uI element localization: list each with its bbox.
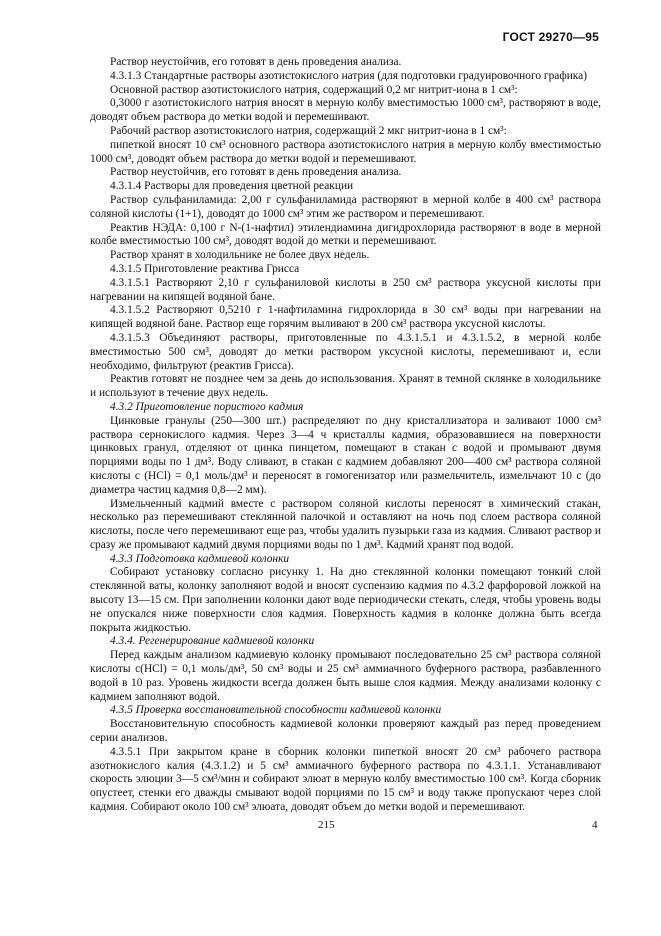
section-heading: 4.3.4. Регенерирование кадмиевой колонки <box>110 635 315 648</box>
paragraph: Раствор неустойчив, его готовят в день проведения анализа. <box>110 56 402 68</box>
paragraph: 4.3.1.3 Стандартные растворы азотистокислого натрия (для подготовки градуировочного графика) <box>110 69 588 82</box>
paragraph: Рабочий раствор азотистокислого натрия, содержащий 2 мкг нитрит-иона в 1 см³: <box>110 124 507 137</box>
paragraph: Раствор неустойчив, его готовят в день проведения анализа. <box>110 166 402 179</box>
paragraph: Реактив НЭДА: 0,100 г N-(1-нафтил) этилендиамина дигидрохлорида растворяют в воде в мерной колбе вместимостью 100 см³, доводят водой до метки и перемешивают. <box>90 221 601 248</box>
section-heading: 4.3.5 Проверка восстановительной способности кадмиевой колонки <box>110 704 442 717</box>
paragraph: Перед каждым анализом кадмиевую колонку промывают последовательно 25 см³ раствора соляной кислоты c(HCl) = 0,1 моль/дм³, 50 см³ воды и 25 см³ аммиачного буферного раствора, разбавленного водой в 10 раз. Уровень жидкости всегда должен быть выше слоя кадмия. Между анализами колонку с кадмием заполняют водой. <box>90 649 601 703</box>
document-body <box>90 56 601 815</box>
paragraph: 4.3.1.5.2 Растворяют 0,5210 г 1-нафтиламина гидрохлорида в 30 см³ воды при нагревании на кипящей водяной бане. Раствор еще горячим выливают в 200 см³ раствора уксусной кислоты. <box>90 304 601 331</box>
standard-header: ГОСТ 29270—95 <box>502 30 599 44</box>
paragraph: Основной раствор азотистокислого натрия, содержащий 0,2 мг нитрит-иона в 1 см³: <box>110 83 518 96</box>
paragraph: пипеткой вносят 10 см³ основного раствора азотистокислого натрия в мерную колбу вместимостью 1000 см³, доводят объем раствора до метки водой и перемешивают. <box>90 138 601 165</box>
section-heading: 4.3.2 Приготовление пористого кадмия <box>110 400 304 413</box>
paragraph: Цинковые гранулы (250—300 шт.) распределяют по дну кристаллизатора и заливают 1000 см³ раствора сернокислого кадмия. Через 3—4 ч кристаллы кадмия, образовавшиеся на поверхности цинковых гранул, отделяют от цинка пинцетом, помещают в стакан с водой и промывают двумя порциями воды по 1 дм³. Воду сливают, в стакан с кадмием добавляют 200—400 см³ раствора соляной кислоты c (HCl) = 0,1 моль/дм³ и переносят в гомогенизатор или размельчитель, измельчают 10 с (до диаметра частиц кадмия 0,8—2 мм). <box>90 414 601 496</box>
paragraph: Реактив готовят не позднее чем за день до использования. Хранят в темной склянке в холодильнике и используют в течение двух недель. <box>90 373 601 400</box>
sheet-number: 4 <box>592 819 598 831</box>
paragraph: Раствор хранят в холодильнике не более двух недель. <box>110 249 370 262</box>
paragraph: 4.3.5.1 При закрытом кране в сборник колонки пипеткой вносят 20 см³ рабочего раствора азотнокислого калия (4.3.1.2) и 5 см³ аммиачного буферного раствора по 4.3.1.1. Устанавливают скорость элюции 3—5 см³/мин и собирают элюат в мерную колбу вместимостью 100 см³. Когда сборник опустеет, стенки его дважды смывают водой порциями по 15 см³ и воду также пропускают через слой кадмия. Собирают около 100 см³ элюата, доводят объем до метки водой и перемешивают. <box>90 745 601 814</box>
section-heading: 4.3.1.4 Растворы для проведения цветной реакции <box>110 180 354 193</box>
section-heading: 4.3.1.5 Приготовление реактива Грисса <box>110 262 300 275</box>
section-heading: 4.3.3 Подготовка кадмиевой колонки <box>110 552 290 565</box>
paragraph: 4.3.1.5.3 Объединяют растворы, приготовленные по 4.3.1.5.1 и 4.3.1.5.2, в мерной колбе вместимостью 500 см³, доводят до метки раствором уксусной кислоты, перемешивают и, если необходимо, фильтруют (реактив Грисса). <box>90 331 601 372</box>
page-number: 215 <box>318 819 335 831</box>
paragraph: Собирают установку согласно рисунку 1. На дно стеклянной колонки помещают тонкий слой стеклянной ваты, колонку заполняют водой и вносят суспензию кадмия по 4.3.2 фарфоровой ложкой на высоту 13—15 см. При заполнении колонки дают воде периодически стекать, следя, чтобы уровень воды не опускался ниже поверхности слоя кадмия. Поверхность кадмия в колонке должна быть всегда покрыта жидкостью. <box>90 566 601 634</box>
paragraph: Раствор сульфаниламида: 2,00 г сульфаниламида растворяют в мерной колбе в 400 см³ раствора соляной кислоты (1+1), доводят до 1000 см³ этим же раствором и перемешивают. <box>90 193 601 220</box>
paragraph: 0,3000 г азотистокислого натрия вносят в мерную колбу вместимостью 1000 см³, растворяют в воде, доводят объем раствора до метки водой и перемешивают. <box>90 97 601 124</box>
paragraph: Измельченный кадмий вместе с раствором соляной кислоты переносят в химический стакан, несколько раз перемешивают стеклянной палочкой и оставляют на ночь под слоем раствора соляной кислоты, после чего перемешивают еще раз, чтобы удалить пузырьки газа из кадмия. Сливают раствор и сразу же промывают кадмий двумя порциями воды по 1 дм³. Кадмий хранят под водой. <box>90 497 601 551</box>
paragraph: 4.3.1.5.1 Растворяют 2,10 г сульфаниловой кислоты в 250 см³ раствора уксусной кислоты при нагревании на кипящей водяной бане. <box>90 276 601 303</box>
paragraph: Восстановительную способность кадмиевой колонки проверяют каждый раз перед проведением серии анализов. <box>90 718 601 745</box>
